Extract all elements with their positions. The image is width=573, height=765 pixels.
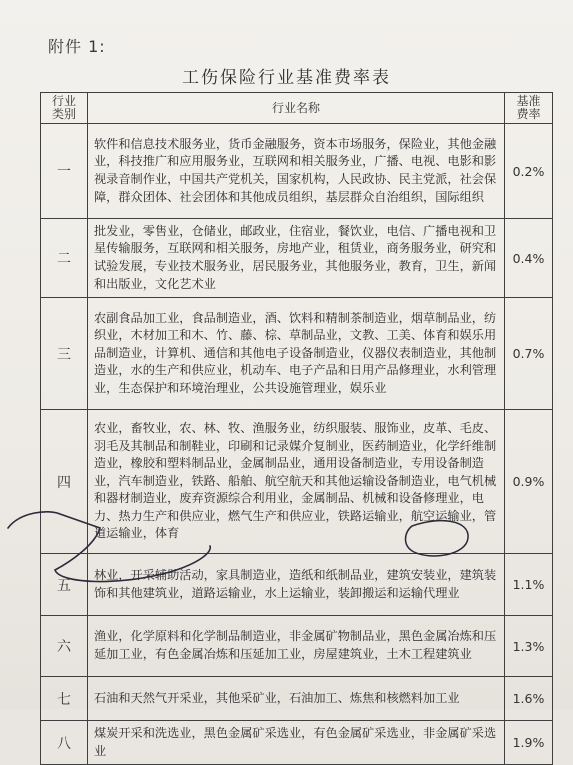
rate-cell: 1.1% <box>505 554 553 616</box>
attachment-label: 附件 1: <box>48 37 106 56</box>
table-row <box>41 124 553 219</box>
table-row <box>41 410 553 554</box>
rate-cell: 1.6% <box>505 677 553 721</box>
table-header-row <box>41 93 553 124</box>
industry-names-cell: 软件和信息技术服务业，货币金融服务，资本市场服务，保险业，其他金融业，科技推广和应用服务业，互联网和相关服务业，广播、电视、电影和影视录音制作业，中国共产党机关，国家机构，人民政协、民主党派，社会保障，群众团体、社会团体和其他成员组织，基层群众自治组织，国际组织 <box>88 124 505 219</box>
category-cell: 二 <box>41 219 88 298</box>
header-rate: 基准费率 <box>505 93 553 124</box>
category-cell: 四 <box>41 410 88 554</box>
table-row <box>41 677 553 721</box>
category-cell: 一 <box>41 124 88 219</box>
industry-names-cell: 林业，开采辅助活动，家具制造业，造纸和纸制品业，建筑安装业，建筑装饰和其他建筑业，道路运输业，水上运输业，装卸搬运和运输代理业 <box>88 554 505 616</box>
industry-names-cell: 煤炭开采和洗选业，黑色金属矿采选业，有色金属矿采选业，非金属矿采选业 <box>88 721 505 765</box>
industry-names-cell: 渔业，化学原料和化学制品制造业，非金属矿物制品业，黑色金属冶炼和压延加工业，有色金属冶炼和压延加工业，房屋建筑业，土木工程建筑业 <box>88 616 505 677</box>
rate-cell: 0.4% <box>505 219 553 298</box>
rate-cell: 1.3% <box>505 616 553 677</box>
industry-names-cell: 农副食品加工业，食品制造业，酒、饮料和精制茶制造业，烟草制品业，纺织业，木材加工和木、竹、藤、棕、草制品业，文教、工美、体育和娱乐用品制造业，计算机、通信和其他电子设备制造业，仪器仪表制造业，其他制造业，水的生产和供应业，机动车、电子产品和日用产品修理业，水利管理业，生态保护和环境治理业，公共设施管理业，娱乐业 <box>88 298 505 410</box>
industry-names-cell: 农业，畜牧业，农、林、牧、渔服务业，纺织服装、服饰业，皮革、毛皮、羽毛及其制品和制鞋业，印刷和记录媒介复制业，医药制造业，化学纤维制造业，橡胶和塑料制品业，金属制品业，通用设备制造业，专用设备制造业，汽车制造业，铁路、船舶、航空航天和其他运输设备制造业，电气机械和器材制造业，废弃资源综合利用业，金属制品、机械和设备修理业，电力、热力生产和供应业，燃气生产和供应业，铁路运输业，航空运输业，管道运输业，体育 <box>88 410 505 554</box>
table-title: 工伤保险行业基准费率表 <box>182 68 391 88</box>
rate-cell: 0.9% <box>505 410 553 554</box>
rate-table <box>40 92 553 765</box>
category-cell: 六 <box>41 616 88 677</box>
header-name: 行业名称 <box>88 93 505 124</box>
table-row <box>41 721 553 765</box>
industry-names-cell: 石油和天然气开采业，其他采矿业，石油加工、炼焦和核燃料加工业 <box>88 677 505 721</box>
rate-cell: 0.2% <box>505 124 553 219</box>
table-row <box>41 219 553 298</box>
header-category: 行业类别 <box>41 93 88 124</box>
table-row <box>41 554 553 616</box>
table-row <box>41 616 553 677</box>
rate-cell: 1.9% <box>505 721 553 765</box>
category-cell: 五 <box>41 554 88 616</box>
category-cell: 三 <box>41 298 88 410</box>
industry-names-cell: 批发业，零售业，仓储业，邮政业，住宿业，餐饮业，电信、广播电视和卫星传输服务，互联网和相关服务，房地产业，租赁业，商务服务业，研究和试验发展，专业技术服务业，居民服务业，其他服务业，教育，卫生，新闻和出版业，文化艺术业 <box>88 219 505 298</box>
table-row <box>41 298 553 410</box>
category-cell: 八 <box>41 721 88 765</box>
category-cell: 七 <box>41 677 88 721</box>
rate-cell: 0.7% <box>505 298 553 410</box>
